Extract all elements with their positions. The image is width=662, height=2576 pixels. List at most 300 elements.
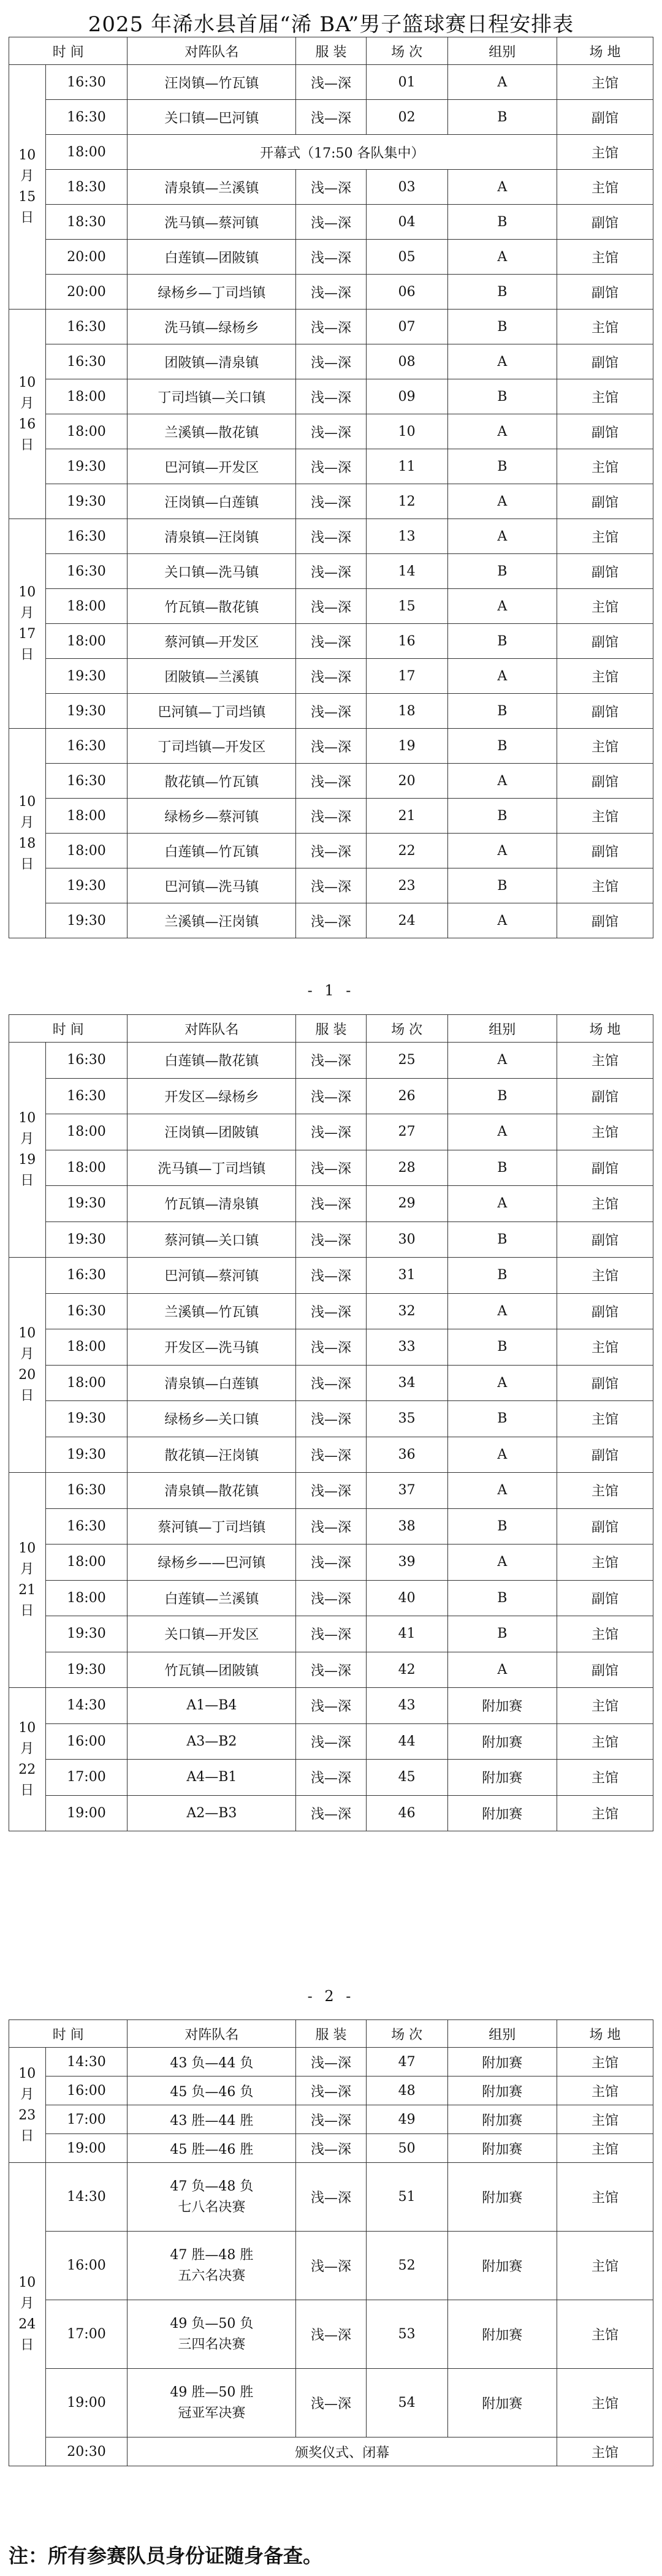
game-number-cell: 30 — [366, 1222, 447, 1258]
game-number-cell: 22 — [366, 834, 447, 868]
column-header-venue: 场 地 — [557, 37, 653, 65]
match-cell: 绿杨乡—蔡河镇 — [127, 799, 296, 834]
venue-cell: 主馆 — [557, 2048, 653, 2076]
time-cell: 16:30 — [45, 519, 127, 554]
group-cell: 附加赛 — [447, 2369, 557, 2437]
match-cell: 散花镇—竹瓦镇 — [127, 764, 296, 799]
time-cell: 19:30 — [45, 1186, 127, 1222]
venue-cell: 副馆 — [557, 484, 653, 519]
match-cell: 45 胜—46 胜 — [127, 2134, 296, 2163]
venue-cell: 主馆 — [557, 589, 653, 624]
uniform-cell: 浅—深 — [296, 868, 366, 903]
group-cell: B — [447, 379, 557, 414]
time-cell: 16:30 — [45, 729, 127, 764]
game-number-cell: 51 — [366, 2163, 447, 2232]
game-number-cell: 18 — [366, 694, 447, 729]
date-part: 月 — [20, 815, 34, 830]
table-row — [9, 1329, 653, 1366]
group-cell: B — [447, 1616, 557, 1652]
uniform-cell: 浅—深 — [296, 100, 366, 135]
match-cell: 白莲镇—兰溪镇 — [127, 1580, 296, 1616]
time-cell: 18:00 — [45, 135, 127, 170]
date-part: 月 — [20, 1562, 34, 1577]
group-cell: B — [447, 1401, 557, 1437]
date-cell — [9, 1473, 46, 1688]
uniform-cell: 浅—深 — [296, 1258, 366, 1294]
uniform-cell: 浅—深 — [296, 1043, 366, 1079]
match-cell: 丁司垱镇—关口镇 — [127, 379, 296, 414]
table-row — [9, 554, 653, 589]
table-row — [9, 1795, 653, 1831]
venue-cell: 副馆 — [557, 205, 653, 240]
uniform-cell: 浅—深 — [296, 1222, 366, 1258]
venue-cell: 主馆 — [557, 2369, 653, 2437]
time-cell: 19:30 — [45, 868, 127, 903]
uniform-cell: 浅—深 — [296, 1652, 366, 1688]
date-cell — [9, 1688, 46, 1831]
date-part: 月 — [20, 1131, 34, 1147]
time-cell: 16:30 — [45, 1078, 127, 1114]
table-row — [9, 519, 653, 554]
uniform-cell: 浅—深 — [296, 834, 366, 868]
table-row — [9, 1544, 653, 1581]
time-cell: 19:00 — [45, 2369, 127, 2437]
group-cell: A — [447, 414, 557, 449]
game-number-cell: 33 — [366, 1329, 447, 1366]
group-cell: A — [447, 589, 557, 624]
game-number-cell: 03 — [366, 170, 447, 205]
time-cell: 19:30 — [45, 449, 127, 484]
game-number-cell: 15 — [366, 589, 447, 624]
match-cell: 团陂镇—兰溪镇 — [127, 659, 296, 694]
table-row — [9, 1186, 653, 1222]
match-cell: 开发区—绿杨乡 — [127, 1078, 296, 1114]
venue-cell: 副馆 — [557, 624, 653, 659]
group-cell: B — [447, 729, 557, 764]
table-row — [9, 2232, 653, 2300]
date-part: 15 — [18, 189, 36, 205]
game-number-cell: 36 — [366, 1437, 447, 1473]
match-cell: 洗马镇—丁司垱镇 — [127, 1150, 296, 1186]
column-header-game-no: 场 次 — [366, 1015, 447, 1043]
uniform-cell: 浅—深 — [296, 764, 366, 799]
uniform-cell: 浅—深 — [296, 1616, 366, 1652]
group-cell: A — [447, 484, 557, 519]
group-cell: A — [447, 1544, 557, 1581]
match-cell: 关口镇—洗马镇 — [127, 554, 296, 589]
game-number-cell: 38 — [366, 1508, 447, 1544]
match-cell: 兰溪镇—散花镇 — [127, 414, 296, 449]
group-cell: B — [447, 868, 557, 903]
table-row — [9, 764, 653, 799]
date-part: 月 — [20, 169, 34, 184]
venue-cell: 主馆 — [557, 310, 653, 344]
uniform-cell: 浅—深 — [296, 659, 366, 694]
uniform-cell: 浅—深 — [296, 344, 366, 379]
time-cell: 16:30 — [45, 1473, 127, 1509]
match-cell: 巴河镇—开发区 — [127, 449, 296, 484]
venue-cell: 副馆 — [557, 834, 653, 868]
game-number-cell: 10 — [366, 414, 447, 449]
uniform-cell: 浅—深 — [296, 519, 366, 554]
game-number-cell: 25 — [366, 1043, 447, 1079]
match-cell — [127, 2232, 296, 2300]
group-cell: 附加赛 — [447, 2076, 557, 2105]
group-cell: B — [447, 205, 557, 240]
match-cell: 竹瓦镇—团陂镇 — [127, 1652, 296, 1688]
game-number-cell: 31 — [366, 1258, 447, 1294]
game-number-cell: 50 — [366, 2134, 447, 2163]
table-row — [9, 1616, 653, 1652]
venue-cell: 副馆 — [557, 1365, 653, 1401]
uniform-cell: 浅—深 — [296, 484, 366, 519]
table-row — [9, 1723, 653, 1760]
column-header-uniform: 服 装 — [296, 1015, 366, 1043]
venue-cell: 副馆 — [557, 1437, 653, 1473]
table-row — [9, 344, 653, 379]
venue-cell: 副馆 — [557, 275, 653, 310]
time-cell: 17:00 — [45, 1760, 127, 1796]
uniform-cell: 浅—深 — [296, 379, 366, 414]
uniform-cell: 浅—深 — [296, 1401, 366, 1437]
uniform-cell: 浅—深 — [296, 2163, 366, 2232]
match-cell: A4—B1 — [127, 1760, 296, 1796]
time-cell: 17:00 — [45, 2105, 127, 2134]
venue-cell: 副馆 — [557, 1150, 653, 1186]
venue-cell: 副馆 — [557, 903, 653, 938]
date-part: 10 — [18, 794, 36, 810]
match-cell: A2—B3 — [127, 1795, 296, 1831]
date-part: 10 — [18, 1720, 36, 1736]
date-part: 20 — [18, 1367, 36, 1383]
date-part: 22 — [18, 1761, 36, 1777]
uniform-cell: 浅—深 — [296, 554, 366, 589]
match-line: 49 负—50 负 — [170, 2316, 254, 2331]
time-cell: 16:00 — [45, 2232, 127, 2300]
venue-cell: 主馆 — [557, 519, 653, 554]
date-part: 10 — [18, 2065, 36, 2081]
match-cell: 白莲镇—竹瓦镇 — [127, 834, 296, 868]
uniform-cell: 浅—深 — [296, 624, 366, 659]
time-cell: 14:30 — [45, 2163, 127, 2232]
table-row — [9, 2300, 653, 2369]
table-row — [9, 484, 653, 519]
time-cell: 18:00 — [45, 1114, 127, 1150]
time-cell: 18:30 — [45, 205, 127, 240]
uniform-cell: 浅—深 — [296, 449, 366, 484]
venue-cell: 主馆 — [557, 1688, 653, 1724]
event-cell: 颁奖仪式、闭幕 — [127, 2437, 557, 2466]
match-cell: 汪岗镇—竹瓦镇 — [127, 65, 296, 100]
uniform-cell: 浅—深 — [296, 2134, 366, 2163]
uniform-cell: 浅—深 — [296, 2105, 366, 2134]
time-cell: 16:30 — [45, 344, 127, 379]
match-line: 三四名决赛 — [178, 2336, 246, 2352]
match-cell — [127, 2300, 296, 2369]
date-part: 日 — [20, 2128, 34, 2144]
venue-cell: 主馆 — [557, 449, 653, 484]
table-row — [9, 1222, 653, 1258]
venue-cell: 主馆 — [557, 1114, 653, 1150]
footnote: 注：所有参赛队员身份证随身备查。 — [9, 2544, 323, 2567]
group-cell: A — [447, 240, 557, 275]
column-header-game-no: 场 次 — [366, 37, 447, 65]
date-part: 日 — [20, 1782, 34, 1798]
venue-cell: 主馆 — [557, 1473, 653, 1509]
date-part: 17 — [18, 626, 36, 642]
game-number-cell: 45 — [366, 1760, 447, 1796]
table-row — [9, 624, 653, 659]
group-cell: 附加赛 — [447, 2163, 557, 2232]
time-cell: 16:30 — [45, 1293, 127, 1329]
group-cell: A — [447, 1114, 557, 1150]
uniform-cell: 浅—深 — [296, 2048, 366, 2076]
time-cell: 16:30 — [45, 1043, 127, 1079]
match-cell: 巴河镇—洗马镇 — [127, 868, 296, 903]
date-part: 10 — [18, 1541, 36, 1556]
venue-cell: 主馆 — [557, 379, 653, 414]
venue-cell: 主馆 — [557, 2163, 653, 2232]
match-cell: 蔡河镇—丁司垱镇 — [127, 1508, 296, 1544]
uniform-cell: 浅—深 — [296, 1186, 366, 1222]
time-cell: 18:00 — [45, 799, 127, 834]
game-number-cell: 28 — [366, 1150, 447, 1186]
uniform-cell: 浅—深 — [296, 2232, 366, 2300]
table-row — [9, 694, 653, 729]
time-cell: 20:30 — [45, 2437, 127, 2466]
table-row — [9, 135, 653, 170]
column-header-venue: 场 地 — [557, 2020, 653, 2048]
venue-cell: 主馆 — [557, 1329, 653, 1366]
time-cell: 19:30 — [45, 1437, 127, 1473]
venue-cell: 主馆 — [557, 1043, 653, 1079]
game-number-cell: 44 — [366, 1723, 447, 1760]
group-cell: A — [447, 834, 557, 868]
match-cell: 丁司垱镇—开发区 — [127, 729, 296, 764]
time-cell: 18:00 — [45, 379, 127, 414]
column-header-uniform: 服 装 — [296, 37, 366, 65]
venue-cell: 主馆 — [557, 868, 653, 903]
date-cell — [9, 729, 46, 938]
group-cell: A — [447, 659, 557, 694]
table-row — [9, 1078, 653, 1114]
date-part: 月 — [20, 1347, 34, 1362]
uniform-cell: 浅—深 — [296, 2369, 366, 2437]
game-number-cell: 53 — [366, 2300, 447, 2369]
game-number-cell: 05 — [366, 240, 447, 275]
uniform-cell: 浅—深 — [296, 1078, 366, 1114]
uniform-cell: 浅—深 — [296, 414, 366, 449]
date-part: 10 — [18, 374, 36, 390]
time-cell: 16:30 — [45, 554, 127, 589]
uniform-cell: 浅—深 — [296, 1114, 366, 1150]
venue-cell: 副馆 — [557, 694, 653, 729]
table-row — [9, 2369, 653, 2437]
time-cell: 18:00 — [45, 414, 127, 449]
group-cell: 附加赛 — [447, 1795, 557, 1831]
venue-cell: 副馆 — [557, 1508, 653, 1544]
date-part: 日 — [20, 210, 34, 226]
group-cell: 附加赛 — [447, 2134, 557, 2163]
time-cell: 19:30 — [45, 1652, 127, 1688]
venue-cell: 主馆 — [557, 1723, 653, 1760]
group-cell: A — [447, 1043, 557, 1079]
group-cell: 附加赛 — [447, 2300, 557, 2369]
venue-cell: 主馆 — [557, 1616, 653, 1652]
time-cell: 20:00 — [45, 240, 127, 275]
venue-cell: 主馆 — [557, 2105, 653, 2134]
group-cell: B — [447, 1150, 557, 1186]
game-number-cell: 01 — [366, 65, 447, 100]
game-number-cell: 42 — [366, 1652, 447, 1688]
group-cell: 附加赛 — [447, 2048, 557, 2076]
time-cell: 17:00 — [45, 2300, 127, 2369]
time-cell: 19:30 — [45, 1616, 127, 1652]
page-number: - 1 - — [307, 982, 355, 999]
date-cell — [9, 65, 46, 310]
venue-cell: 主馆 — [557, 135, 653, 170]
group-cell: A — [447, 1652, 557, 1688]
game-number-cell: 47 — [366, 2048, 447, 2076]
match-cell: 绿杨乡—丁司垱镇 — [127, 275, 296, 310]
game-number-cell: 26 — [366, 1078, 447, 1114]
uniform-cell: 浅—深 — [296, 1473, 366, 1509]
game-number-cell: 20 — [366, 764, 447, 799]
column-header-game-no: 场 次 — [366, 2020, 447, 2048]
match-cell: 清泉镇—白莲镇 — [127, 1365, 296, 1401]
date-part: 月 — [20, 1741, 34, 1757]
group-cell: A — [447, 1473, 557, 1509]
table-row — [9, 2048, 653, 2076]
uniform-cell: 浅—深 — [296, 205, 366, 240]
uniform-cell: 浅—深 — [296, 1723, 366, 1760]
table-row — [9, 1043, 653, 1079]
venue-cell: 主馆 — [557, 1401, 653, 1437]
uniform-cell: 浅—深 — [296, 1365, 366, 1401]
group-cell: A — [447, 764, 557, 799]
time-cell: 19:30 — [45, 903, 127, 938]
table-row — [9, 275, 653, 310]
game-number-cell: 14 — [366, 554, 447, 589]
match-cell: 汪岗镇—白莲镇 — [127, 484, 296, 519]
date-cell — [9, 2163, 46, 2466]
venue-cell: 副馆 — [557, 764, 653, 799]
match-cell: 43 胜—44 胜 — [127, 2105, 296, 2134]
table-row — [9, 1760, 653, 1796]
match-cell: 清泉镇—兰溪镇 — [127, 170, 296, 205]
table-row — [9, 379, 653, 414]
time-cell: 18:00 — [45, 624, 127, 659]
uniform-cell: 浅—深 — [296, 1508, 366, 1544]
match-cell: 蔡河镇—开发区 — [127, 624, 296, 659]
game-number-cell: 32 — [366, 1293, 447, 1329]
uniform-cell: 浅—深 — [296, 1795, 366, 1831]
group-cell: 附加赛 — [447, 1723, 557, 1760]
date-part: 日 — [20, 1388, 34, 1404]
table-row — [9, 414, 653, 449]
table-row — [9, 589, 653, 624]
match-cell: 清泉镇—散花镇 — [127, 1473, 296, 1509]
group-cell: B — [447, 275, 557, 310]
table-row — [9, 834, 653, 868]
match-cell: 蔡河镇—关口镇 — [127, 1222, 296, 1258]
schedule-table-page-2 — [9, 1014, 653, 1831]
game-number-cell: 11 — [366, 449, 447, 484]
page-number: - 2 - — [307, 1988, 355, 2005]
venue-cell: 主馆 — [557, 2134, 653, 2163]
venue-cell: 主馆 — [557, 729, 653, 764]
group-cell: A — [447, 1186, 557, 1222]
uniform-cell: 浅—深 — [296, 275, 366, 310]
table-row — [9, 65, 653, 100]
venue-cell: 主馆 — [557, 2437, 653, 2466]
match-cell: 43 负—44 负 — [127, 2048, 296, 2076]
date-part: 10 — [18, 148, 36, 163]
venue-cell: 主馆 — [557, 1186, 653, 1222]
table-row — [9, 1473, 653, 1509]
group-cell: A — [447, 1365, 557, 1401]
game-number-cell: 49 — [366, 2105, 447, 2134]
venue-cell: 副馆 — [557, 414, 653, 449]
date-cell — [9, 1258, 46, 1473]
table-row — [9, 1150, 653, 1186]
time-cell: 16:00 — [45, 1723, 127, 1760]
venue-cell: 副馆 — [557, 1652, 653, 1688]
table-row — [9, 170, 653, 205]
column-header-match: 对阵队名 — [127, 2020, 296, 2048]
venue-cell: 主馆 — [557, 65, 653, 100]
game-number-cell: 19 — [366, 729, 447, 764]
time-cell: 18:00 — [45, 1544, 127, 1581]
group-cell: 附加赛 — [447, 2105, 557, 2134]
time-cell: 18:00 — [45, 834, 127, 868]
uniform-cell: 浅—深 — [296, 729, 366, 764]
group-cell: A — [447, 519, 557, 554]
venue-cell: 主馆 — [557, 1795, 653, 1831]
game-number-cell: 02 — [366, 100, 447, 135]
group-cell: A — [447, 170, 557, 205]
venue-cell: 副馆 — [557, 1078, 653, 1114]
game-number-cell: 12 — [366, 484, 447, 519]
game-number-cell: 24 — [366, 903, 447, 938]
date-part: 10 — [18, 1326, 36, 1341]
uniform-cell: 浅—深 — [296, 1293, 366, 1329]
event-cell: 开幕式（17:50 各队集中） — [127, 135, 557, 170]
venue-cell: 主馆 — [557, 2232, 653, 2300]
venue-cell: 主馆 — [557, 2076, 653, 2105]
uniform-cell: 浅—深 — [296, 240, 366, 275]
table-row — [9, 2163, 653, 2232]
game-number-cell: 04 — [366, 205, 447, 240]
uniform-cell: 浅—深 — [296, 1580, 366, 1616]
date-part: 日 — [20, 647, 34, 663]
game-number-cell: 17 — [366, 659, 447, 694]
date-cell — [9, 1043, 46, 1258]
group-cell: B — [447, 310, 557, 344]
group-cell: B — [447, 799, 557, 834]
table-row — [9, 449, 653, 484]
uniform-cell: 浅—深 — [296, 903, 366, 938]
date-part: 10 — [18, 1111, 36, 1126]
venue-cell: 副馆 — [557, 1580, 653, 1616]
table-row — [9, 1688, 653, 1724]
time-cell: 18:00 — [45, 1580, 127, 1616]
group-cell: B — [447, 624, 557, 659]
match-cell — [127, 2163, 296, 2232]
game-number-cell: 16 — [366, 624, 447, 659]
match-cell: 巴河镇—丁司垱镇 — [127, 694, 296, 729]
time-cell: 14:30 — [45, 1688, 127, 1724]
